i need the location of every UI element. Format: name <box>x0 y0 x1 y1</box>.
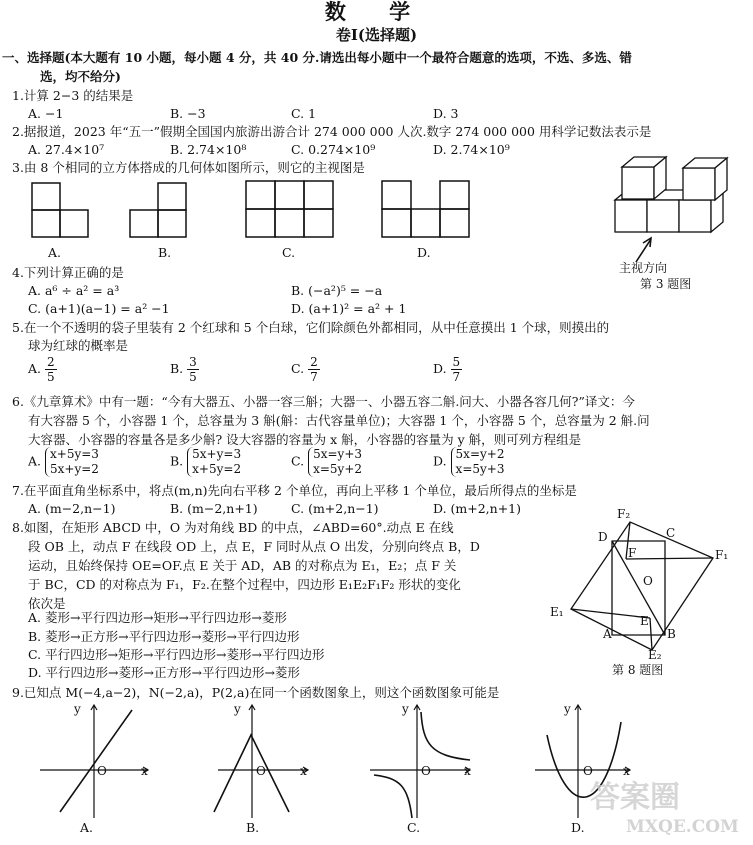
q3-option-a: A. <box>48 245 62 260</box>
q3-arrow-label: 主视方向 <box>619 261 668 275</box>
q5-option-d-fraction: $\frac{5}{7}$ <box>452 355 461 384</box>
q5-option-b-label: B. <box>170 361 184 376</box>
q9-stem: 9.已知点 M(−4,a−2)，N(−2,a)，P(2,a)在同一个函数图象上，则这个函数图象可能是 <box>12 685 500 700</box>
q9-option-c: C. <box>407 820 421 835</box>
q4-option-a: A. a⁶ ÷ a² = a³ <box>28 283 120 298</box>
q1-option-b: B. −3 <box>170 106 206 121</box>
q8-point-f1: F₁ <box>715 548 729 562</box>
q9-b-origin: O <box>256 764 266 778</box>
q7-option-b: B. (m−2,n+1) <box>170 501 258 516</box>
q5-option-c-label: C. <box>291 361 305 376</box>
q8-stem-line4: 于 BC，CD 的对称点为 F₁，F₂.在整个过程中，四边形 E₁E₂F₁F₂ 形状的变化 <box>28 577 461 592</box>
q9-a-x-label: x <box>141 764 148 778</box>
q7-option-c: C. (m+2,n−1) <box>291 501 379 516</box>
q3-figure-label: 第 3 题图 <box>640 277 692 291</box>
q6-option-c-label: C. <box>291 453 305 469</box>
q9-b-y-label: y <box>234 702 241 716</box>
q7-stem: 7.在平面直角坐标系中，将点(m,n)先向右平移 2 个单位，再向上平移 1 个单位，最后所得点的坐标是 <box>12 483 577 498</box>
q9-a-origin: O <box>97 764 107 778</box>
q9-d-x-label: x <box>623 764 630 778</box>
q7-option-d: D. (m+2,n+1) <box>433 501 522 516</box>
q8-stem-line5: 依次是 <box>28 596 66 611</box>
q4-option-c: C. (a+1)(a−1) = a² −1 <box>28 301 170 316</box>
q8-option-c: C. 平行四边形→矩形→平行四边形→菱形→平行四边形 <box>28 647 325 662</box>
q8-option-b: B. 菱形→正方形→平行四边形→菱形→平行四边形 <box>28 629 300 644</box>
q2-stem: 2.据报道，2023 年“五一”假期全国国内旅游出游合计 274 000 000 人次.数字 274 000 000 用科学记数法表示是 <box>12 124 652 139</box>
q9-a-y-label: y <box>74 702 81 716</box>
q2-option-c: C. 0.274×10⁹ <box>291 142 376 157</box>
q8-stem-line1: 8.如图，在矩形 ABCD 中，O 为对角线 BD 的中点，∠ABD=60°.动点 E 在线 <box>12 520 454 535</box>
q6-option-b-system: 5x+y=3 x+5y=2 <box>187 447 241 477</box>
q8-point-f: F <box>628 546 637 560</box>
q9-b-x-label: x <box>300 764 307 778</box>
q9-option-d: D. <box>571 820 585 835</box>
q9-option-b: B. <box>246 820 260 835</box>
q6-option-b-label: B. <box>170 453 184 469</box>
section-heading-cont: 选，均不给分) <box>40 69 121 84</box>
q6-stem-line2: 有大容器 5 个，小容器 1 个，总容量为 3 斛(斛：古代容量单位)；大容器 1 个，小容器 5 个，总容量为 2 斛.问 <box>28 413 650 428</box>
q8-point-e1: E₁ <box>550 605 564 619</box>
q6-option-d-label: D. <box>433 453 447 469</box>
q8-point-o: O <box>643 574 653 588</box>
q6-option-a-label: A. <box>28 453 42 469</box>
q9-option-a: A. <box>80 820 94 835</box>
q6-stem: 6.《九章算术》中有一题：“今有大器五、小器一容三斛；大器一、小器五容二斛.问大、小器各容几何?”译文：今 <box>12 394 635 409</box>
q1-stem: 1.计算 2−3 的结果是 <box>12 88 134 103</box>
q8-stem-line2: 段 OB 上，动点 F 在线段 OD 上，点 E，F 同时从点 O 出发，分别向终点 B，D <box>28 539 480 554</box>
q5-option-a-label: A. <box>28 361 42 376</box>
q5-stem: 5.在一个不透明的袋子里装有 2 个红球和 5 个白球，它们除颜色外都相同，从中任意摸出 1 个球，则摸出的 <box>12 320 610 335</box>
q1-option-c: C. 1 <box>291 106 317 121</box>
q3-option-b: B. <box>158 245 172 260</box>
q2-option-d: D. 2.74×10⁹ <box>433 142 510 157</box>
q6-option-c-system: 5x=y+3 x=5y+2 <box>308 447 362 477</box>
q3-stem: 3.由 8 个相同的立方体搭成的几何体如图所示，则它的主视图是 <box>12 160 365 175</box>
q9-c-y-label: y <box>402 702 409 716</box>
section-heading: 一、选择题(本大题有 10 小题，每小题 4 分，共 40 分.请选出每小题中一个最符合题意的选项，不选、多选、错 <box>2 50 632 65</box>
q5-option-b-fraction: $\frac{3}{5}$ <box>189 355 197 384</box>
q8-point-b: B <box>667 627 676 641</box>
q2-option-b: B. 2.74×10⁸ <box>170 142 247 157</box>
q6-option-a-system: x+5y=3 5x+y=2 <box>45 447 99 477</box>
q9-d-origin: O <box>583 764 593 778</box>
q3-option-d: D. <box>417 245 431 260</box>
q7-option-a: A. (m−2,n−1) <box>28 501 116 516</box>
watermark-url: MXQE.COM <box>626 817 739 837</box>
q8-figure-label: 第 8 题图 <box>612 663 664 677</box>
q8-option-d: D. 平行四边形→菱形→正方形→平行四边形→菱形 <box>28 665 300 680</box>
page-title: 数 学 <box>324 0 429 24</box>
q8-point-e2: E₂ <box>648 648 662 662</box>
page-subtitle: 卷Ⅰ(选择题) <box>335 26 418 44</box>
q8-point-f2: F₂ <box>617 507 631 521</box>
q1-option-d: D. 3 <box>433 106 459 121</box>
q8-point-e: E <box>640 614 649 628</box>
q8-point-d: D <box>598 530 608 544</box>
q6-option-d-system: 5x=y+2 x=5y+3 <box>451 447 505 477</box>
q5-option-d-label: D. <box>433 361 447 376</box>
q6-stem-line3: 大容器、小容器的容量各是多少斛? 设大容器的容量为 x 斛，小容器的容量为 y 斛，则可列方程组是 <box>28 432 582 447</box>
q5-option-a-fraction: $\frac{2}{5}$ <box>47 355 55 384</box>
q5-stem-cont: 球为红球的概率是 <box>28 338 129 353</box>
q8-option-a: A. 菱形→平行四边形→矩形→平行四边形→菱形 <box>28 610 287 625</box>
q8-stem-line3: 运动，且始终保持 OE=OF.点 E 关于 AD，AB 的对称点为 E₁，E₂；点 F 关 <box>28 558 457 573</box>
q4-option-d: D. (a+1)² = a² + 1 <box>291 301 407 316</box>
q3-option-c: C. <box>282 245 296 260</box>
q4-stem: 4.下列计算正确的是 <box>12 265 124 280</box>
q9-d-y-label: y <box>564 702 571 716</box>
q9-c-origin: O <box>421 764 431 778</box>
q5-option-c-fraction: $\frac{2}{7}$ <box>310 355 318 384</box>
q1-option-a: A. −1 <box>28 106 64 121</box>
q8-point-a: A <box>603 627 612 641</box>
q2-option-a: A. 27.4×10⁷ <box>28 142 105 157</box>
q9-c-x-label: x <box>464 764 471 778</box>
q4-option-b: B. (−a²)⁵ = −a <box>291 283 383 298</box>
q8-point-c: C <box>666 526 676 540</box>
watermark-logo: 答案圈 <box>590 780 680 815</box>
